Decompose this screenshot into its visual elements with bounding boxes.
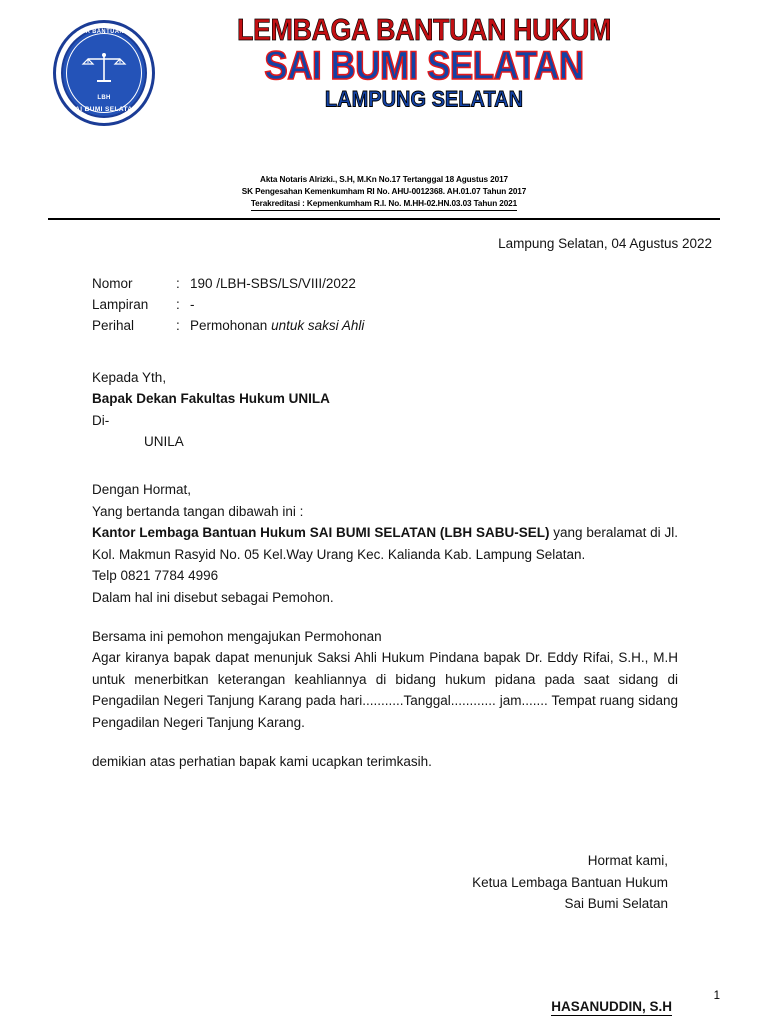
meta-colon-nomor: : bbox=[176, 275, 180, 291]
greeting-block bbox=[92, 479, 678, 609]
meta-value-lampiran: - bbox=[190, 296, 195, 312]
meta-row-nomor bbox=[92, 274, 720, 295]
request-body: Agar kiranya bapak dapat menunjuk Saksi Ahli Hukum Pindana bapak Dr. Eddy Rifai, S.H., M.H untuk menerbitkan keterangan keahliannya di bidang hukum pidana pada saat sidang di Pengadilan Negeri Tanjung Karang pada hari...........Tanggal............ jam....... Tempat ruang sidang Pengadilan Negeri Tanjung Karang. bbox=[92, 650, 678, 730]
phone-text: Telp 0821 7784 4996 bbox=[92, 568, 219, 584]
legal-line-accreditation: Terakreditasi : Kepmenkumham R.I. No. M.HH-02.HN.03.03 Tahun 2021 bbox=[251, 198, 517, 211]
organization-logo bbox=[53, 20, 155, 126]
signature-block bbox=[48, 850, 720, 915]
meta-colon-perihal: : bbox=[176, 317, 180, 333]
letter-content bbox=[92, 479, 678, 772]
letterhead bbox=[48, 0, 720, 164]
signature-line3: Sai Bumi Selatan bbox=[564, 896, 668, 912]
letterhead-legal-info bbox=[48, 174, 720, 211]
request-heading: Bersama ini pemohon mengajukan Permohonan bbox=[92, 628, 382, 644]
logo-abbrev: LBH bbox=[97, 95, 111, 101]
greeting-text: Dengan Hormat, bbox=[92, 482, 192, 498]
organization-name: Kantor Lembaga Bantuan Hukum SAI BUMI SELATAN (LBH SABU-SEL) bbox=[92, 525, 550, 541]
meta-row-perihal bbox=[92, 316, 720, 337]
status-text: Dalam hal ini disebut sebagai Pemohon. bbox=[92, 590, 334, 606]
letterhead-title-line2: SAI BUMI SELATAN bbox=[264, 43, 584, 89]
signer-name-text: HASANUDDIN, S.H bbox=[551, 998, 672, 1014]
perihal-italic: untuk saksi Ahli bbox=[271, 317, 365, 333]
letterhead-titles bbox=[160, 14, 720, 110]
intro-text: Yang bertanda tangan dibawah ini : bbox=[92, 503, 304, 519]
letter-meta-block bbox=[92, 274, 720, 337]
addressee-line3: Di- bbox=[92, 412, 110, 428]
perihal-text: Permohonan bbox=[190, 317, 272, 333]
meta-colon-lampiran: : bbox=[176, 296, 180, 312]
addressee-block bbox=[92, 367, 720, 453]
legal-line-notary: Akta Notaris Alrizki., S.H, M.Kn No.17 Tertanggal 18 Agustus 2017 bbox=[260, 175, 508, 184]
meta-label-nomor: Nomor bbox=[92, 275, 133, 291]
letterhead-title-line3: LAMPUNG SELATAN bbox=[324, 87, 524, 112]
meta-label-perihal: Perihal bbox=[92, 317, 135, 333]
addressee-line4: UNILA bbox=[144, 434, 184, 450]
closing-text: demikian atas perhatian bapak kami ucapkan terimkasih. bbox=[92, 753, 432, 769]
page-number: 1 bbox=[713, 990, 720, 1002]
logo-name: SAI BUMI SELATAN bbox=[70, 106, 138, 113]
letter-date: Lampung Selatan, 04 Agustus 2022 bbox=[498, 235, 712, 251]
scales-of-justice-icon bbox=[81, 51, 127, 85]
organization-address: yang beralamat di Jl. Kol. Makmun Rasyid No. 05 Kel.Way Urang Kec. Kalianda Kab. Lampung Selatan. bbox=[92, 525, 678, 562]
signature-line1: Hormat kami, bbox=[587, 853, 668, 869]
letterhead-title-line1: LEMBAGA BANTUAN HUKUM bbox=[237, 12, 611, 47]
closing-block bbox=[92, 751, 678, 773]
signature-line2: Ketua Lembaga Bantuan Hukum bbox=[472, 874, 668, 890]
letter-body bbox=[48, 220, 720, 1018]
meta-row-lampiran bbox=[92, 295, 720, 316]
addressee-line2: Bapak Dekan Fakultas Hukum UNILA bbox=[92, 391, 330, 407]
logo-arc-text: LEMBAGA BANTUAN HUKUM bbox=[57, 28, 151, 36]
addressee-line1: Kepada Yth, bbox=[92, 369, 167, 385]
meta-label-lampiran: Lampiran bbox=[92, 296, 149, 312]
meta-value-nomor: 190 /LBH-SBS/LS/VIII/2022 bbox=[190, 275, 356, 291]
logo-container bbox=[48, 14, 160, 126]
organization-paragraph bbox=[92, 522, 678, 565]
meta-value-perihal bbox=[190, 316, 720, 337]
legal-line-sk: SK Pengesahan Kemenkumham RI No. AHU-0012368. AH.01.07 Tahun 2017 bbox=[241, 186, 527, 196]
request-block bbox=[92, 626, 678, 734]
signer-name bbox=[48, 997, 720, 1017]
